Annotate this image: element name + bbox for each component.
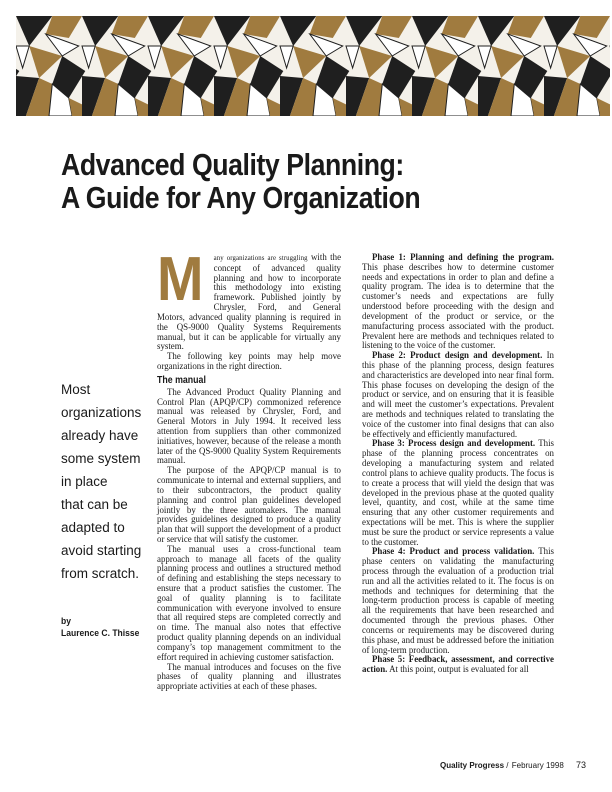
- pull-quote-line: already have: [61, 428, 139, 443]
- footer-separator: /: [506, 761, 509, 770]
- pull-quote-line: some system: [61, 451, 141, 466]
- phase-4-lead: Phase 4: Product and process validation.: [372, 546, 535, 557]
- paragraph: The manual uses a cross-functional team approach to manage all facets of the quality planning process and outlines a structured method of defining and establishing the steps necessary to ensure that a product satisfies the customer. The goal of quality planning is to facilitate communication with everyone involved to ensure that all required steps are completed correctly and on time. The manual also notes that effective product quality planning depends on an individual company’s top management commitment to the effort required in achieving customer satisfaction.: [157, 543, 341, 662]
- geometric-pattern-graphic: [16, 16, 610, 116]
- intro-small-caps: any organizations are struggling: [213, 255, 308, 262]
- phase-5-paragraph: [362, 655, 554, 675]
- pull-quote-line: from scratch.: [61, 566, 140, 581]
- pull-quote-line: adapted to: [61, 520, 125, 535]
- article-title: [61, 148, 491, 214]
- phase-2-lead: Phase 2: Product design and development.: [372, 350, 543, 361]
- drop-cap: M: [157, 245, 204, 314]
- paragraph: The manual introduces and focuses on the five phases of quality planning and illustrates appropriate activities at each of these phases.: [157, 661, 341, 692]
- intro-text: with the concept of advanced quality planning and how to incorporate this methodology into existing framework. Published jointly by Chrysler, Ford, and General Motors, advanced quality planning is required in the QS-9000 Quality Systems Requirements manual, but it can be applicable for virtually any system.: [157, 252, 342, 352]
- phase-2-text: In this phase of the planning process, design features and characteristics are developed into near final form. This phase focuses on developing the design of the product or service, and on ensuring that it is feasible and will meet the customer’s expectations. Prevalent are methods and techniques related to translating the voice of the customer into final designs that can also be effectively and efficiently manufactured.: [362, 350, 554, 439]
- pull-quote-line: Most: [61, 382, 91, 397]
- title-line-2: A Guide for Any Organization: [61, 180, 421, 215]
- phase-2-paragraph: [362, 351, 554, 439]
- body-column-2: [362, 253, 554, 675]
- section-heading: The manual: [157, 374, 206, 386]
- pull-quote: [61, 378, 151, 585]
- byline: [61, 616, 147, 640]
- issue-date: February 1998: [511, 761, 564, 770]
- phase-1-text: This phase describes how to determine customer needs and expectations in order to plan and define a quality program. The idea is to determine that the customer’s needs and expectations are fully understood before proceeding with the design and development of the product or service, or the manufacturing process associated with the product. Prevalent here are methods and techniques related to listening to the voice of the customer.: [362, 261, 554, 351]
- phase-3-paragraph: [362, 439, 554, 547]
- phase-1-paragraph: [362, 253, 554, 351]
- decorative-banner: [16, 16, 610, 116]
- pull-quote-line: in place: [61, 474, 108, 489]
- phase-4-paragraph: [362, 547, 554, 655]
- page-footer: [440, 760, 587, 771]
- byline-prefix: by: [61, 616, 71, 627]
- phase-4-text: This phase centers on validating the manufacturing process through the evaluation of a production trial run and all the activities related to it. The focus is on methods and techniques for determining that the long-term production process is capable of meeting all the requirements that have been researched and documented through the previous phases. Other concerns or requirements may be discovered during this phase, and must be addressed before the initiation of long-term production.: [362, 546, 554, 655]
- pull-quote-line: avoid starting: [61, 543, 142, 558]
- phase-3-lead: Phase 3: Process design and development.: [372, 438, 536, 449]
- pull-quote-line: that can be: [61, 497, 128, 512]
- phase-5-text: At this point, output is evaluated for all: [387, 664, 529, 675]
- paragraph: The following key points may help move organizations in the right direction.: [157, 351, 341, 371]
- phase-1-lead: Phase 1: Planning and defining the program.: [372, 252, 554, 262]
- phase-3-text: This phase of the planning process concentrates on developing a manufacturing system and related control plans to achieve quality products. The focus is to create a process that will yield the design that was developed in the previous phase at the quoted quality level, quantity, and cost, while at the same time ensuring that any other customer requirements and expectations will be met. This is where the supplier must be sure the product or service represents a value to the customer.: [362, 438, 555, 547]
- body-column-1: [157, 245, 342, 692]
- phase-5-lead: Phase 5: Feedback, assessment, and corrective action.: [362, 654, 554, 675]
- magazine-name: Quality Progress: [440, 761, 505, 770]
- pull-quote-line: organizations: [61, 405, 142, 420]
- paragraph: The purpose of the APQP/CP manual is to communicate to internal and external suppliers, and to their subcontractors, the product quality planning and control plan guidelines developed jointly by the three automakers. The manual provides guidelines designed to produce a quality plan that will support the development of a product or service that will satisfy the customer.: [157, 465, 341, 544]
- page-number: 73: [576, 760, 587, 770]
- title-line-1: Advanced Quality Planning:: [61, 147, 404, 182]
- paragraph: The Advanced Product Quality Planning and Control Plan (APQP/CP) commonized reference manual was released by Chrysler, Ford, and General Motors in July 1994. It received less attention from suppliers than other commonized initiatives, however, because of the release a month later of the QS-9000 Quality System Requirements manual.: [157, 386, 341, 466]
- byline-author: Laurence C. Thisse: [61, 628, 140, 639]
